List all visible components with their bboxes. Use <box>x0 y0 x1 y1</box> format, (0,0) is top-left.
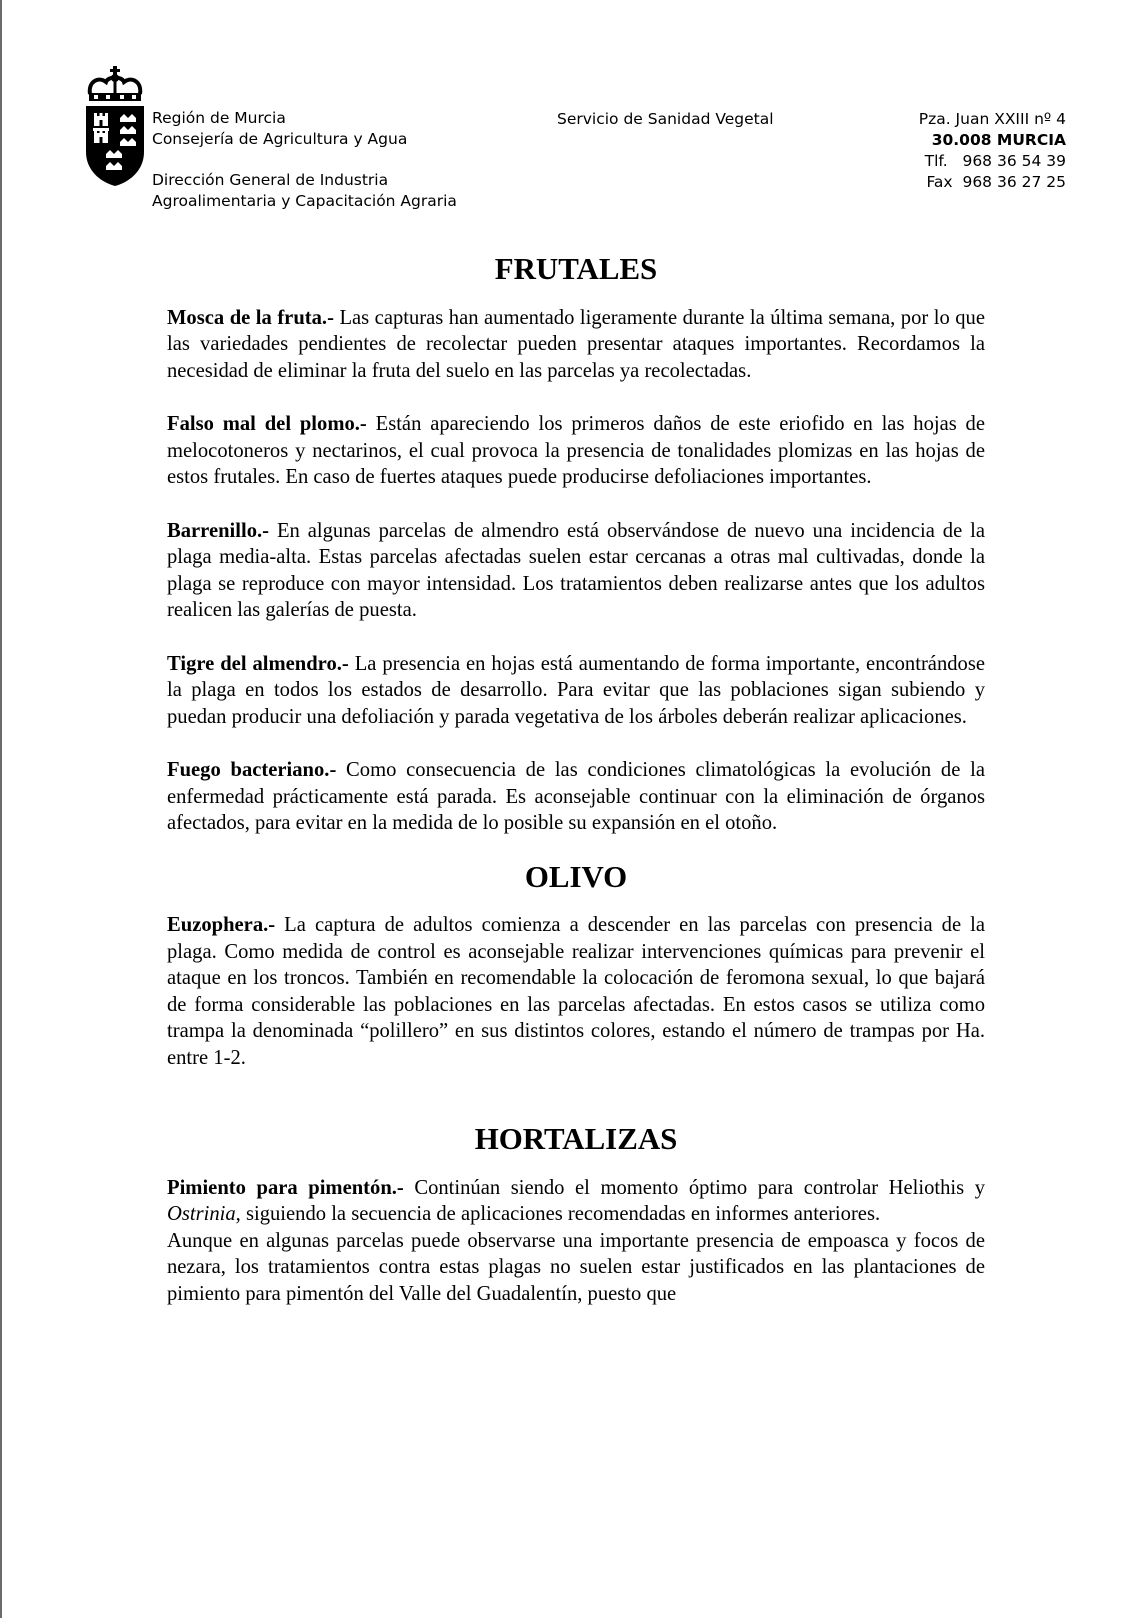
paragraph-empoasca-nezara <box>167 1228 985 1308</box>
paragraph-barrenillo <box>167 518 985 624</box>
header-region-name: Región de Murcia <box>152 109 286 127</box>
paragraph-title: Barrenillo.- <box>167 519 270 542</box>
paragraph-euzophera <box>167 912 985 1071</box>
section-heading-hortalizas: HORTALIZAS <box>474 1121 678 1156</box>
paragraph-title: Mosca de la fruta.- <box>167 306 334 329</box>
paragraph-italic-term: Ostrinia <box>167 1203 236 1225</box>
header-city: 30.008 MURCIA <box>931 131 1066 149</box>
paragraph-text: , siguiendo la secuencia de aplicaciones recomendadas en informes anteriores. <box>235 1203 881 1225</box>
paragraph-text: La presencia en hojas está aumentando de forma importante, encontrándose la plaga en todos los estados de desarrollo. Para evitar que las poblaciones sigan subiendo y puedan producir una defoliación y parada vegetativa de los árboles deberán realizar aplicaciones. <box>167 652 985 728</box>
section-heading-olivo: OLIVO <box>524 858 628 894</box>
paragraph-title: Euzophera.- <box>167 914 276 936</box>
header-organization <box>152 108 457 212</box>
paragraph-text: Como consecuencia de las condiciones climatológicas la evolución de la enfermedad prácticamente está parada. Es aconsejable continuar con la eliminación de órganos afectados, para evitar en la medida de lo posible su expansión en el otoño. <box>167 759 985 834</box>
paragraph-text: Aunque en algunas parcelas puede observarse una importante presencia de empoasca y focos de nezara, los tratamientos contra estas plagas no suelen estar justificados en las plantaciones de pimiento para pimentón del Valle del Guadalentín, puesto que <box>167 1229 985 1305</box>
paragraph-title: Pimiento para pimentón.- <box>167 1176 404 1199</box>
page-left-border <box>0 0 2 1618</box>
region-murcia-coat-of-arms-icon <box>84 64 146 188</box>
document-body <box>167 251 985 1307</box>
section-heading-frutales: FRUTALES <box>494 251 658 286</box>
paragraph-text: Están apareciendo los primeros daños de este eriofido en las hojas de melocotoneros y nectarinos, el cual provoca la presencia de tonalidades plomizas en las hojas de estos frutales. En caso de fuertes ataques puede producirse defoliaciones importantes. <box>167 413 985 488</box>
paragraph-pimiento-para-pimenton <box>167 1175 985 1228</box>
header-ministry-name: Consejería de Agricultura y Agua <box>152 130 408 148</box>
paragraph-text: Continúan siendo el momento óptimo para controlar Heliothis y <box>403 1176 985 1199</box>
paragraph-text: La captura de adultos comienza a descender en las parcelas con presencia de la plaga. Como medida de control es aconsejable realizar intervenciones químicas para prevenir el ataque en los troncos. También en recomendable la colocación de feromona sexual, lo que bajará de forma considerable las poblaciones en las parcelas afectadas. En estos casos se utiliza como trampa la denominada “polillero” en sus distintos colores, estando el número de trampas por Ha. entre 1-2. <box>167 914 985 1069</box>
header-fax: Fax 968 36 27 25 <box>926 173 1066 191</box>
paragraph-title: Fuego bacteriano.- <box>167 759 337 781</box>
paragraph-tigre-del-almendro <box>167 651 985 731</box>
header-directorate-line-2: Agroalimentaria y Capacitación Agraria <box>152 192 457 210</box>
header-contact <box>919 109 1066 193</box>
header-phone: Tlf. 968 36 54 39 <box>924 152 1066 170</box>
paragraph-title: Falso mal del plomo.- <box>167 413 367 435</box>
paragraph-fuego-bacteriano <box>167 757 985 837</box>
paragraph-falso-mal-del-plomo <box>167 411 985 491</box>
header-directorate-line-1: Dirección General de Industria <box>152 171 389 189</box>
paragraph-text: En algunas parcelas de almendro está observándose de nuevo una incidencia de la plaga media-alta. Estas parcelas afectadas suelen estar cercanas a otras mal cultivadas, donde la plaga se reproduce con mayor intensidad. Los tratamientos deben realizarse antes que los adultos realicen las galerías de puesta. <box>167 519 985 621</box>
paragraph-mosca-de-la-fruta <box>167 305 985 385</box>
paragraph-title: Tigre del almendro.- <box>167 652 349 675</box>
header-address: Pza. Juan XXIII nº 4 <box>918 110 1066 128</box>
paragraph-text: Las capturas han aumentado ligeramente durante la última semana, por lo que las variedades pendientes de recolectar pueden presentar ataques importantes. Recordamos la necesidad de eliminar la fruta del suelo en las parcelas ya recolectadas. <box>167 306 985 382</box>
header-service-name: Servicio de Sanidad Vegetal <box>557 110 774 128</box>
